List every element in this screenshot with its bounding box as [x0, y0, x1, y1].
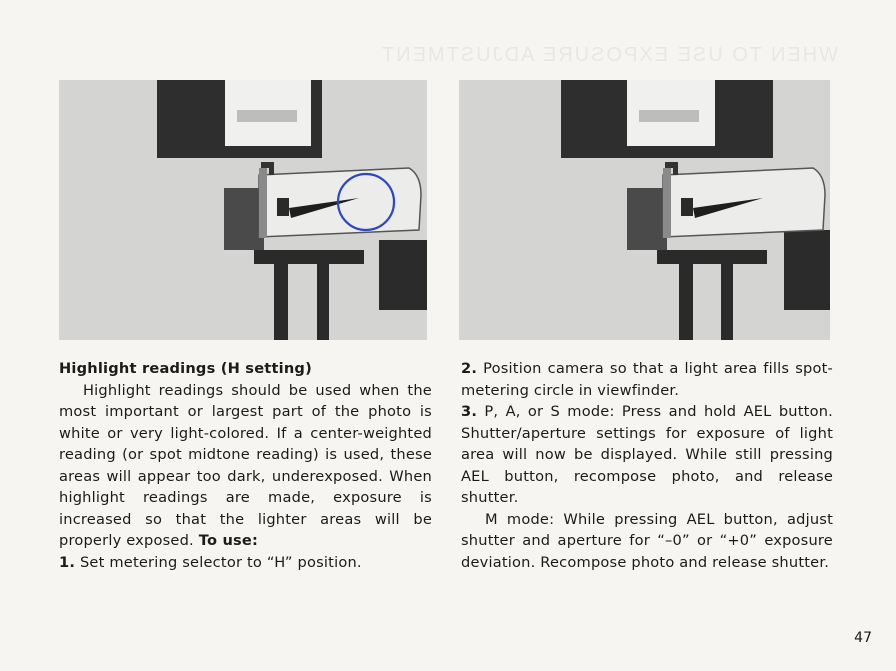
step-2-text: Position camera so that a light area fills spot-metering circle in viewfinder. [461, 360, 833, 399]
step-2 [461, 358, 833, 401]
section-heading: Highlight readings (H setting) [59, 360, 312, 377]
show-through-heading: WHEN TO USE EXPOSURE ADJUSTMENT [380, 44, 838, 66]
step-1-number: 1. [59, 553, 76, 571]
step-3-number: 3. [461, 403, 478, 420]
body-paragraph [59, 380, 432, 552]
step-1 [59, 552, 432, 574]
mailbox-post [679, 262, 693, 340]
left-column [59, 358, 432, 573]
step-3-text: P, A, or S mode: Press and hold AEL button. Shutter/aperture settings for exposure of light area will now be displayed. While still pressing AEL button, recompose photo, and release shutter. [461, 403, 833, 506]
mailbox-post [274, 262, 288, 340]
step-1-text: Set metering selector to “H” position. [79, 553, 362, 571]
to-use-label: To use: [198, 532, 259, 549]
photo-highlight-reading [59, 80, 427, 340]
m-mode-paragraph: M mode: While pressing AEL button, adjust shutter and aperture for “–0” or “+0” exposure deviation. Recompose photo and release shutter. [461, 510, 833, 571]
step-3 [461, 401, 833, 509]
body-text: Highlight readings should be used when the most important or largest part of the photo is white or very light-colored. If a center-weighted reading (or spot midtone reading) is used, these areas will appear too dark, underexposed. When highlight readings are made, exposure is increased so that the lighter areas will be properly exposed. [59, 381, 432, 549]
step-2-number: 2. [461, 360, 478, 377]
page-number: 47 [854, 630, 872, 646]
right-column [461, 358, 833, 573]
photo-recomposed [459, 80, 830, 340]
